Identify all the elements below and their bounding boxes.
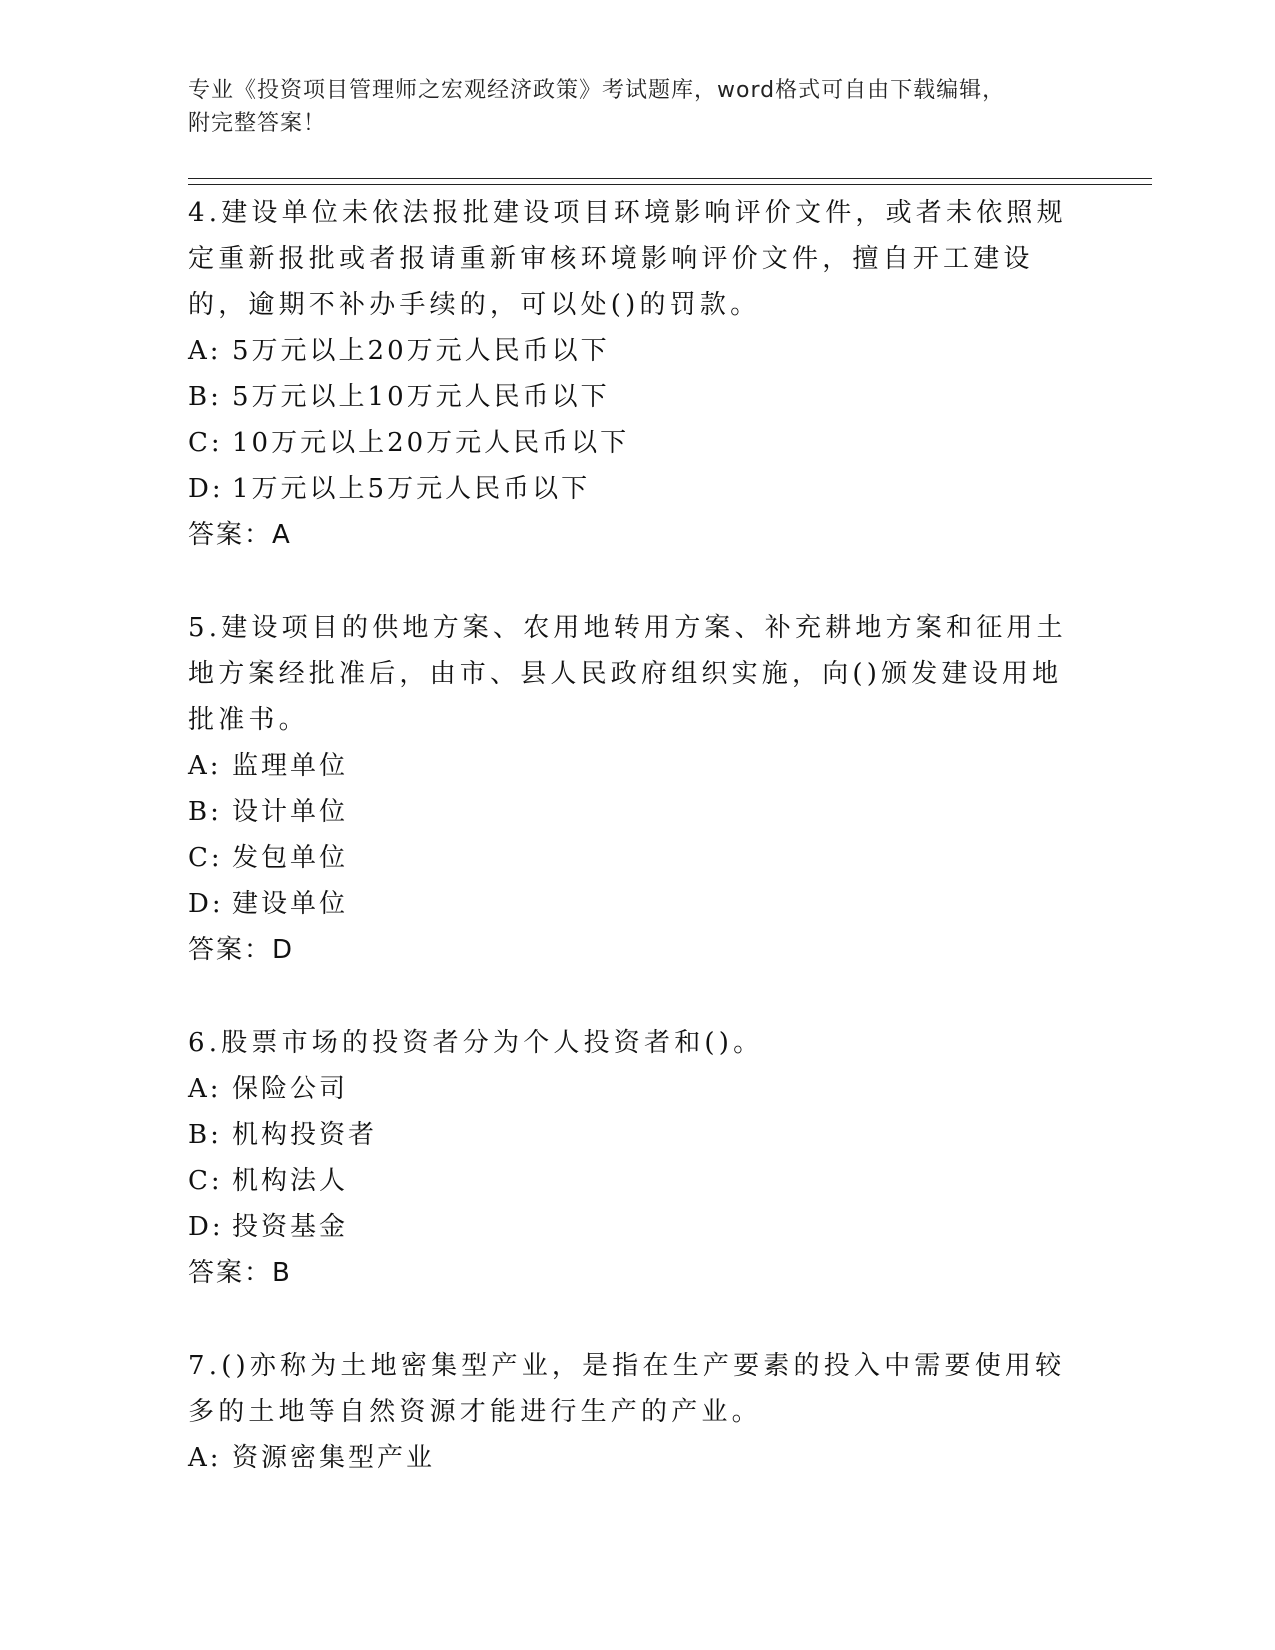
- option-text: 5万元以上10万元人民币以下: [232, 382, 610, 412]
- option-key: B:: [188, 382, 222, 412]
- option-text: 资源密集型产业: [232, 1443, 436, 1473]
- option-b: [188, 789, 1068, 835]
- option-d: [188, 881, 1068, 927]
- question-7: [188, 1343, 1068, 1481]
- option-d: [188, 1204, 1068, 1250]
- header-divider-bottom: [188, 184, 1152, 185]
- answer-line: 答案：B: [188, 1258, 292, 1288]
- option-a: [188, 743, 1068, 789]
- option-text: 设计单位: [232, 797, 349, 827]
- answer-line: 答案：A: [188, 520, 292, 550]
- option-key: C:: [188, 843, 223, 873]
- question-list: [188, 190, 1068, 1528]
- option-key: A:: [188, 751, 222, 781]
- option-b: [188, 1112, 1068, 1158]
- option-a: [188, 1066, 1068, 1112]
- header-line-2: 附完整答案！: [188, 111, 327, 136]
- option-b: [188, 374, 1068, 420]
- option-text: 机构投资者: [232, 1120, 378, 1150]
- option-key: D:: [188, 889, 224, 919]
- option-text: 监理单位: [232, 751, 349, 781]
- option-key: D:: [188, 1212, 224, 1242]
- option-text: 保险公司: [232, 1074, 349, 1104]
- option-a: [188, 328, 1068, 374]
- option-a: [188, 1435, 1068, 1481]
- option-key: C:: [188, 1166, 223, 1196]
- question-stem: 5.建设项目的供地方案、农用地转用方案、补充耕地方案和征用土地方案经批准后，由市、县人民政府组织实施，向()颁发建设用地批准书。: [188, 613, 1067, 735]
- option-c: [188, 420, 1068, 466]
- option-text: 发包单位: [232, 843, 349, 873]
- question-stem: 7.()亦称为土地密集型产业，是指在生产要素的投入中需要使用较多的土地等自然资源才能进行生产的产业。: [188, 1351, 1066, 1427]
- option-text: 1万元以上5万元人民币以下: [232, 474, 591, 504]
- option-key: D:: [188, 474, 224, 504]
- question-4: [188, 190, 1068, 558]
- option-text: 10万元以上20万元人民币以下: [232, 428, 630, 458]
- question-stem: 4.建设单位未依法报批建设项目环境影响评价文件，或者未依照规定重新报批或者报请重新审核环境影响评价文件，擅自开工建设的，逾期不补办手续的，可以处()的罚款。: [188, 198, 1067, 320]
- header-line-1: 专业《投资项目管理师之宏观经济政策》考试题库，word格式可自由下载编辑，: [188, 78, 1006, 103]
- option-text: 投资基金: [232, 1212, 349, 1242]
- option-text: 建设单位: [232, 889, 349, 919]
- option-key: B:: [188, 1120, 222, 1150]
- question-stem: 6.股票市场的投资者分为个人投资者和()。: [188, 1028, 764, 1058]
- question-6: [188, 1020, 1068, 1296]
- option-key: A:: [188, 1074, 222, 1104]
- question-5: [188, 605, 1068, 973]
- answer-line: 答案：D: [188, 935, 295, 965]
- option-key: B:: [188, 797, 222, 827]
- option-c: [188, 1158, 1068, 1204]
- option-text: 机构法人: [232, 1166, 349, 1196]
- option-key: A:: [188, 1443, 222, 1473]
- header-divider-top: [188, 178, 1152, 179]
- option-c: [188, 835, 1068, 881]
- option-text: 5万元以上20万元人民币以下: [232, 336, 610, 366]
- option-key: A:: [188, 336, 222, 366]
- option-d: [188, 466, 1068, 512]
- document-header: [188, 74, 1068, 140]
- option-key: C:: [188, 428, 223, 458]
